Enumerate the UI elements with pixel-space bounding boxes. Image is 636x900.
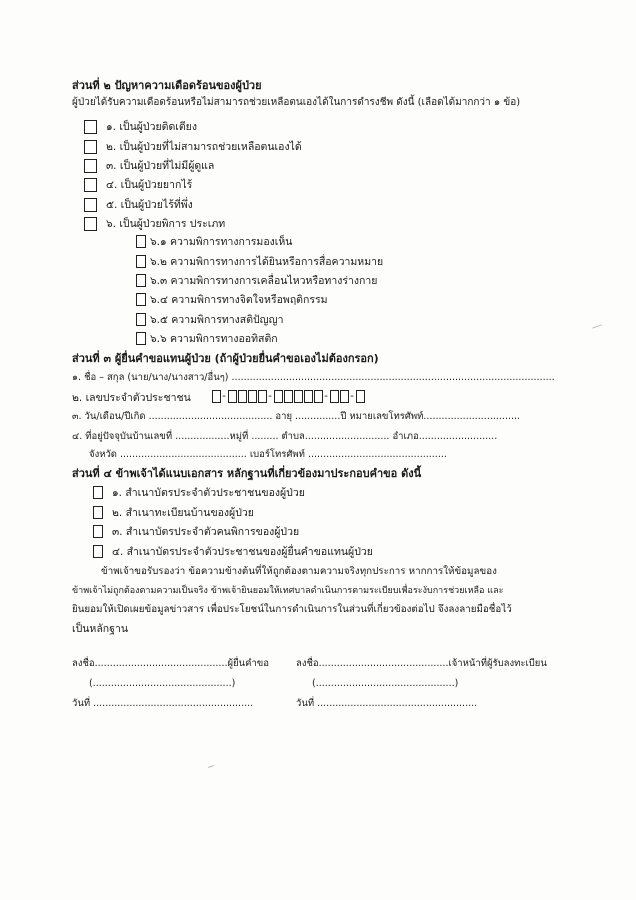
document-1-checkbox[interactable]: [93, 486, 103, 499]
applicant-signature[interactable]: ลงชื่อ............................................ผู้ยื่นคำขอ: [72, 658, 269, 669]
id-dash: -: [324, 390, 328, 402]
document-1-label: ๑. สำเนาบัตรประจำตัวประชาชนของผู้ป่วย: [112, 487, 305, 499]
section4-heading: ส่วนที่ ๔ ข้าพเจ้าได้แนบเอกสาร หลักฐานที่เกี่ยวข้องมาประกอบคำขอ ดังนี้: [72, 467, 422, 480]
option-6-label: ๖. เป็นผู้ป่วยพิการ ประเภท: [106, 218, 226, 230]
id-digit-box[interactable]: [212, 390, 221, 403]
officer-name-paren[interactable]: (..............................................): [312, 678, 459, 689]
scan-mark: [592, 324, 602, 328]
id-digit-box[interactable]: [258, 390, 267, 403]
declaration-line-2: ข้าพเจ้าไม่ถูกต้องตามความเป็นจริง ข้าพเจ้ายินยอมให้เทศบาลดำเนินการตามระเบียบเพื่อระงับการช่วยเหลือ และ: [72, 586, 504, 596]
option-2-label: ๒. เป็นผู้ป่วยที่ไม่สามารถช่วยเหลือตนเองได้: [106, 141, 302, 153]
disability-4-checkbox[interactable]: [136, 293, 146, 306]
option-5-label: ๕. เป็นผู้ป่วยไร้ที่พึ่ง: [106, 199, 193, 211]
id-digit-box[interactable]: [248, 390, 257, 403]
option-4-label: ๔. เป็นผู้ป่วยยากไร้: [106, 179, 193, 191]
id-label: ๒. เลขประจำตัวประชาชน: [72, 392, 191, 404]
id-digit-box[interactable]: [304, 390, 313, 403]
id-dash: -: [350, 390, 354, 402]
option-1-label: ๑. เป็นผู้ป่วยติดเตียง: [106, 121, 197, 133]
option-5-checkbox[interactable]: [84, 198, 97, 212]
id-digit-box[interactable]: [340, 390, 349, 403]
id-digit-box[interactable]: [314, 390, 323, 403]
id-dash: -: [222, 390, 226, 402]
officer-signature[interactable]: ลงชื่อ...........................................เจ้าหน้าที่ผู้รับลงทะเบียน: [296, 658, 547, 669]
disability-4-label: ๖.๔ ความพิการทางจิตใจหรือพฤติกรรม: [150, 294, 328, 306]
section2-heading: ส่วนที่ ๒ ปัญหาความเดือดร้อนของผู้ป่วย: [72, 79, 262, 92]
scan-mark: [208, 765, 214, 768]
option-2-checkbox[interactable]: [84, 140, 97, 154]
id-digit-box[interactable]: [238, 390, 247, 403]
document-2-checkbox[interactable]: [93, 506, 103, 519]
disability-3-label: ๖.๓ ความพิการทางการเคลื่อนไหวหรือทางร่างกาย: [150, 275, 378, 287]
disability-6-label: ๖.๖ ความพิการทางออทิสติก: [150, 333, 278, 345]
document-2-label: ๒. สำเนาทะเบียนบ้านของผู้ป่วย: [112, 507, 254, 519]
disability-5-label: ๖.๕ ความพิการทางสติปัญญา: [150, 314, 284, 326]
id-digit-box[interactable]: [284, 390, 293, 403]
option-4-checkbox[interactable]: [84, 178, 97, 192]
disability-1-label: ๖.๑ ความพิการทางการมองเห็น: [150, 236, 293, 248]
name-field[interactable]: ๑. ชื่อ – สกุล (นาย/นาง/นางสาว/อื่นๆ) ...........................................................................................................: [72, 372, 555, 383]
disability-1-checkbox[interactable]: [136, 235, 146, 248]
document-4-label: ๔. สำเนาบัตรประจำตัวประชาชนของผู้ยื่นคำขอแทนผู้ป่วย: [112, 546, 373, 558]
document-3-checkbox[interactable]: [93, 525, 103, 538]
section2-intro: ผู้ป่วยได้รับความเดือดร้อนหรือไม่สามารถช่วยเหลือตนเองได้ในการดำรงชีพ ดังนี้ (เลือดได้มากกว่า ๑ ข้อ): [72, 97, 521, 108]
citizen-id-boxes[interactable]: [211, 389, 365, 403]
id-digit-box[interactable]: [356, 390, 365, 403]
id-digit-box[interactable]: [228, 390, 237, 403]
disability-2-label: ๖.๒ ความพิการทางการได้ยินหรือการสื่อความหมาย: [150, 256, 384, 268]
option-1-checkbox[interactable]: [84, 120, 97, 134]
document-3-label: ๓. สำเนาบัตรประจำตัวคนพิการของผู้ป่วย: [112, 526, 300, 538]
option-3-label: ๓. เป็นผู้ป่วยที่ไม่มีผู้ดูแล: [106, 160, 215, 172]
declaration-line-3: ยินยอมให้เปิดเผยข้อมูลข่าวสาร เพื่อประโยชน์ในการดำเนินการในส่วนที่เกี่ยวข้องต่อไป จึงลงลายมือชื่อไว้: [72, 604, 512, 615]
disability-5-checkbox[interactable]: [136, 313, 146, 326]
id-digit-box[interactable]: [294, 390, 303, 403]
disability-2-checkbox[interactable]: [136, 255, 146, 268]
declaration-line-1: ข้าพเจ้าขอรับรองว่า ข้อความข้างต้นที่ให้ถูกต้องตามความจริงทุกประการ หากการให้ข้อมูลของ: [101, 566, 497, 577]
officer-date[interactable]: วันที่ .....................................................: [296, 698, 478, 709]
declaration-line-4: เป็นหลักฐาน: [72, 623, 129, 635]
document-4-checkbox[interactable]: [93, 545, 103, 558]
option-6-checkbox[interactable]: [84, 217, 97, 231]
id-digit-box[interactable]: [274, 390, 283, 403]
section3-heading: ส่วนที่ ๓ ผู้ยื่นคำขอแทนผู้ป่วย (ถ้าผู้ป่วยยื่นคำขอเองไม่ต้องกรอก): [72, 352, 379, 365]
id-digit-box[interactable]: [330, 390, 339, 403]
disability-3-checkbox[interactable]: [136, 274, 146, 287]
applicant-name-paren[interactable]: (..............................................): [89, 678, 236, 689]
disability-6-checkbox[interactable]: [136, 332, 146, 345]
birthdate-field[interactable]: ๓. วัน/เดือน/ปีเกิด ......................................... อายุ ...............ปี หมายเลขโทรศัพท์................................: [72, 411, 521, 422]
province-field[interactable]: จังหวัด .......................................... เบอร์โทรศัพท์ ..............................................: [89, 449, 447, 460]
option-3-checkbox[interactable]: [84, 159, 97, 173]
id-dash: -: [268, 390, 272, 402]
applicant-date[interactable]: วันที่ .....................................................: [72, 698, 254, 709]
address-field[interactable]: ๔. ที่อยู่ปัจจุบันบ้านเลขที่ ..................หมู่ที่ ......... ตำบล............................ อำเภอ..........................: [72, 431, 498, 442]
